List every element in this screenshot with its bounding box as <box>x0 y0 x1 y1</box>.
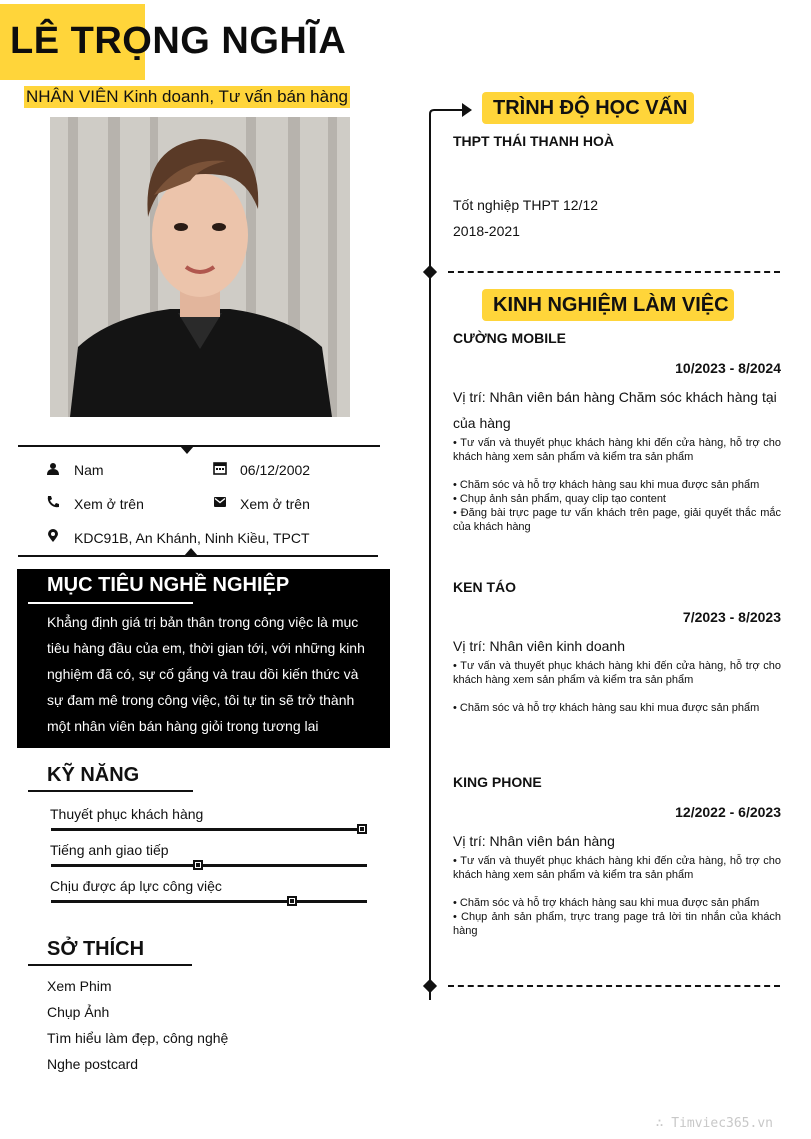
email-value: Xem ở trên <box>240 496 310 512</box>
skill-level-marker <box>193 860 203 870</box>
section-divider <box>448 985 780 987</box>
job-duty: • Tư vấn và thuyết phục khách hàng khi đến cửa hàng, hỗ trợ cho khách hàng xem sản phẩm và kiểm tra sản phẩm <box>453 855 781 881</box>
job-role: Vị trí: Nhân viên kinh doanh <box>453 638 625 654</box>
skills-title: KỸ NĂNG <box>47 764 140 786</box>
job-duty: • Chụp ảnh sản phẩm, quay clip tạo content <box>453 493 666 505</box>
job-company: KEN TÁO <box>453 579 516 595</box>
skill-level-marker <box>357 824 367 834</box>
desired-position: NHÂN VIÊN Kinh doanh, Tư vấn bán hàng <box>26 87 348 106</box>
portrait-illustration <box>50 117 350 417</box>
objective-text: Khẳng định giá trị bản thân trong công việc là mục tiêu hàng đầu của em, thời gian tới, với những kinh nghiệm đã có, sự cố gắng và trau dồi kiến thức và sự đam mê trong công việc, tôi tự tin sẽ trở thành một nhân viên bán hàng giỏi trong tương lai <box>47 614 365 734</box>
hobby-item: Xem Phim <box>47 978 112 994</box>
address-value: KDC91B, An Khánh, Ninh Kiều, TPCT <box>74 530 310 546</box>
skill-bar <box>51 900 367 903</box>
job-period: 7/2023 - 8/2023 <box>682 609 781 625</box>
objective-title: MỤC TIÊU NGHỀ NGHIỆP <box>47 574 290 596</box>
watermark: ∴ Timviec365.vn <box>655 1116 773 1131</box>
skill-label: Thuyết phục khách hàng <box>50 806 204 822</box>
job-role: Vị trí: Nhân viên bán hàng Chăm sóc khách hàng tại của hàng <box>453 389 777 431</box>
job-duty: • Tư vấn và thuyết phục khách hàng khi đến cửa hàng, hỗ trợ cho khách hàng xem sản phẩm và kiểm tra sản phẩm <box>453 660 781 686</box>
timeline-line <box>429 117 431 1000</box>
contact-bottom-rule <box>18 555 378 557</box>
skill-label: Chịu được áp lực công việc <box>50 878 222 894</box>
timeline-arrow-icon <box>428 100 474 120</box>
job-duties <box>453 659 781 715</box>
phone-value: Xem ở trên <box>74 496 144 512</box>
education-detail: Tốt nghiệp THPT 12/12 <box>453 197 599 213</box>
job-duty: • Chăm sóc và hỗ trợ khách hàng sau khi mua được sản phẩm <box>453 702 760 714</box>
section-divider <box>448 271 780 273</box>
job-company: KING PHONE <box>453 774 542 790</box>
hobby-item: Nghe postcard <box>47 1056 139 1072</box>
job-company: CƯỜNG MOBILE <box>453 330 566 346</box>
education-years: 2018-2021 <box>453 223 520 239</box>
objective-title-underline <box>28 602 193 604</box>
job-duty: • Chăm sóc và hỗ trợ khách hàng sau khi mua được sản phẩm <box>453 897 760 909</box>
hobby-item: Tìm hiểu làm đẹp, công nghệ <box>47 1030 229 1046</box>
email-icon <box>213 495 227 509</box>
job-duties <box>453 854 781 938</box>
job-duty: • Đăng bài trực page tư vấn khách trên page, giải quyết thắc mắc của khách hàng <box>453 507 781 533</box>
contact-top-notch <box>180 446 194 454</box>
experience-title: KINH NGHIỆM LÀM VIỆC <box>493 294 729 316</box>
timeline-diamond <box>423 265 437 279</box>
profile-photo <box>50 117 350 417</box>
skill-bar <box>51 864 367 867</box>
job-duty: • Chụp ảnh sản phẩm, trực trang page trả lời tin nhắn của khách hàng <box>453 911 781 937</box>
job-duty: • Tư vấn và thuyết phục khách hàng khi đến cửa hàng, hỗ trợ cho khách hàng xem sản phẩm và kiểm tra sản phẩm <box>453 437 781 463</box>
hobbies-title-underline <box>28 964 192 966</box>
hobby-item: Chụp Ảnh <box>47 1004 110 1020</box>
job-duty: • Chăm sóc và hỗ trợ khách hàng sau khi mua được sản phẩm <box>453 479 760 491</box>
calendar-icon <box>213 461 227 475</box>
skill-level-marker <box>287 896 297 906</box>
job-period: 12/2022 - 6/2023 <box>675 804 781 820</box>
hobbies-title: SỞ THÍCH <box>47 938 145 960</box>
job-role: Vị trí: Nhân viên bán hàng <box>453 833 615 849</box>
birthday-value: 06/12/2002 <box>240 462 311 478</box>
candidate-name: LÊ TRỌNG NGHĨA <box>10 20 347 62</box>
timeline-diamond <box>423 979 437 993</box>
skill-bar <box>51 828 367 831</box>
job-period: 10/2023 - 8/2024 <box>675 360 781 376</box>
skills-title-underline <box>28 790 193 792</box>
job-duties <box>453 436 781 534</box>
phone-icon <box>46 495 60 509</box>
education-title: TRÌNH ĐỘ HỌC VẤN <box>493 97 688 119</box>
skill-label: Tiếng anh giao tiếp <box>50 842 169 858</box>
location-pin-icon <box>46 529 60 543</box>
education-school: THPT THÁI THANH HOÀ <box>453 133 614 149</box>
person-icon <box>46 462 60 476</box>
contact-top-rule <box>18 445 380 447</box>
gender-value: Nam <box>74 462 104 478</box>
